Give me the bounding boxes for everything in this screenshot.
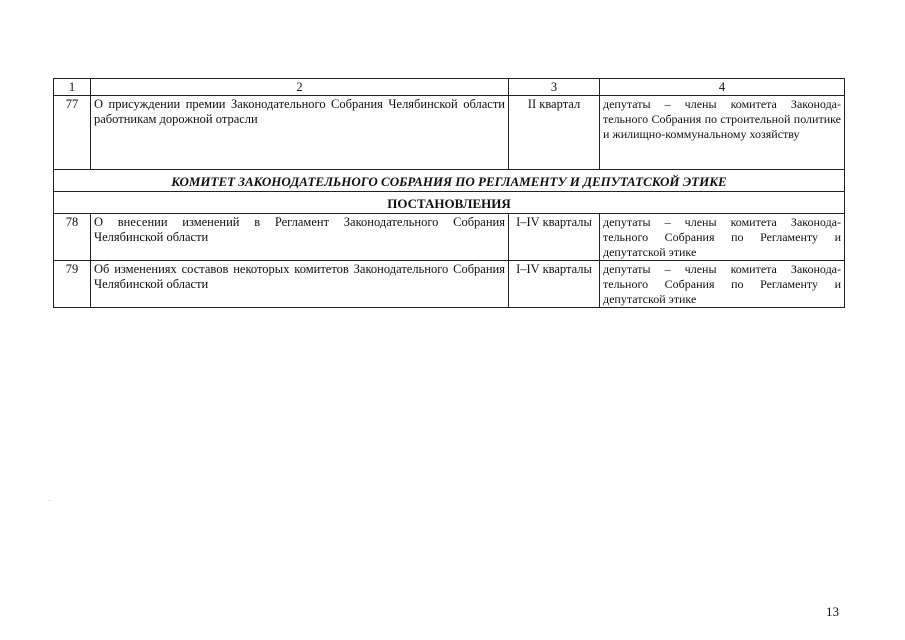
row-period: II квартал (509, 96, 600, 170)
row-period: I–IV кварталы (509, 214, 600, 261)
row-title: О присуждении премии Законодательного Собрания Челябинской области работникам дорожной отрасли (91, 96, 509, 170)
row-title: О внесении изменений в Регламент Законодательного Собрания Челябинской области (91, 214, 509, 261)
header-col-4: 4 (600, 79, 845, 96)
row-number: 78 (54, 214, 91, 261)
row-responsible: депутаты – члены комитета Законода-тельного Собрания по Регламенту и депутатской этике (600, 214, 845, 261)
row-number: 77 (54, 96, 91, 170)
table-row (54, 261, 845, 308)
committee-heading-row (54, 170, 845, 192)
row-period: I–IV кварталы (509, 261, 600, 308)
header-col-1: 1 (54, 79, 91, 96)
plan-table (53, 78, 845, 308)
header-col-3: 3 (509, 79, 600, 96)
row-responsible: депутаты – члены комитета Законода-тельного Собрания по Регламенту и депутатской этике (600, 261, 845, 308)
table-header-row (54, 79, 845, 96)
header-col-2: 2 (91, 79, 509, 96)
section-heading-row (54, 192, 845, 214)
table-row (54, 214, 845, 261)
committee-heading: КОМИТЕТ ЗАКОНОДАТЕЛЬНОГО СОБРАНИЯ ПО РЕГЛАМЕНТУ И ДЕПУТАТСКОЙ ЭТИКЕ (54, 170, 845, 192)
page-number: 13 (826, 604, 839, 619)
row-responsible: депутаты – члены комитета Законода-тельного Собрания по строительной политике и жилищно-коммунальному хозяйству (600, 96, 845, 170)
row-number: 79 (54, 261, 91, 308)
scan-speck (49, 500, 50, 501)
table-row (54, 96, 845, 170)
section-heading: ПОСТАНОВЛЕНИЯ (54, 192, 845, 214)
row-title: Об изменениях составов некоторых комитетов Законодательного Собрания Челябинской области (91, 261, 509, 308)
